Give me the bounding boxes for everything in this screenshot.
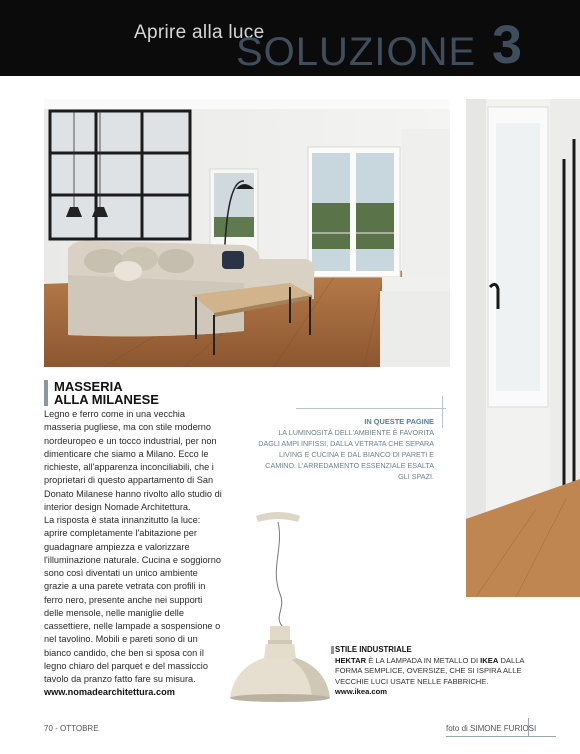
page-number: 70 - OTTOBRE xyxy=(44,724,99,733)
article-paragraph: La risposta è stata innanzitutto la luce: aprire completamente l'abitazione per guadagnare ampiezza e valorizzare l'illuminazione naturale. Cucina e soggiorno sono così diventati un unico ambiente grazie a una parete vetrata con profili in ferro nero, presente anche nei supporti delle mensole, nelle maniglie delle cassettiere, nelle lampade a sospensione o nel tavolino. Mobili e pareti sono di un bianco candido, che ben si sposa con il legno chiaro del parquet e del massiccio tavolo da pranzo fatto fare su misura. xyxy=(44,515,221,684)
article-url-link[interactable]: www.nomadearchitettura.com xyxy=(44,687,175,698)
caption-rule-horizontal xyxy=(296,408,446,409)
article-paragraph: Legno e ferro come in una vecchia masseria pugliese, ma con stile moderno nordeuropeo e un tocco industrial, per non dimenticare che siamo a Milano. Ecco le richieste, all'apparenza inconciliabili, che i proprietari di questo appartamento di San Donato Milanese hanno rivolto allo studio di interior design Nomade Architettura. xyxy=(44,409,222,512)
hektar-lamp-image xyxy=(226,508,336,704)
page-header xyxy=(0,0,580,76)
article-title-line2: ALLA MILANESE xyxy=(54,392,159,407)
living-room-photo xyxy=(44,99,450,367)
product-note xyxy=(335,645,535,698)
header-section-title: SOLUZIONE xyxy=(236,30,477,74)
caption-label: IN QUESTE PAGINE xyxy=(364,417,434,426)
product-accent-bar xyxy=(331,646,334,654)
footer-rule-horizontal xyxy=(446,736,556,737)
product-name: HEKTAR xyxy=(335,655,367,665)
article-title-line1: MASSERIA xyxy=(54,379,123,394)
header-kicker: Aprire alla luce xyxy=(134,22,265,43)
product-brand: IKEA xyxy=(480,655,499,665)
product-title: STILE INDUSTRIALE xyxy=(335,645,412,654)
title-accent-bar xyxy=(44,380,48,406)
article-body xyxy=(44,408,222,700)
header-section-number: 3 xyxy=(492,15,523,75)
caption-text: LA LUMINOSITÀ DELL'AMBIENTE È FAVORITA DAGLI AMPI INFISSI, DALLA VETRATA CHE SEPARA LIVING E CUCINA E DAL BIANCO DI PARETI E CAMINO. L'ARREDAMENTO ESSENZIALE ESALTA GLI SPAZI. xyxy=(258,428,434,481)
product-url-link[interactable]: www.ikea.com xyxy=(335,687,388,697)
caption-rule-vertical xyxy=(442,396,443,428)
article-title xyxy=(54,380,159,406)
photo-credit: foto di SIMONE FURIOSI xyxy=(446,724,537,733)
product-description xyxy=(335,656,535,688)
window-detail-photo xyxy=(466,99,580,597)
product-text-a: È LA LAMPADA IN METALLO DI xyxy=(366,655,481,665)
photo-caption xyxy=(258,416,434,482)
product-text-b: DALLA FORMA SEMPLICE, OVERSIZE, CHE SI ISPIRA ALLE VECCHIE LUCI USATE NELLE FABBRICHE. xyxy=(335,655,525,686)
